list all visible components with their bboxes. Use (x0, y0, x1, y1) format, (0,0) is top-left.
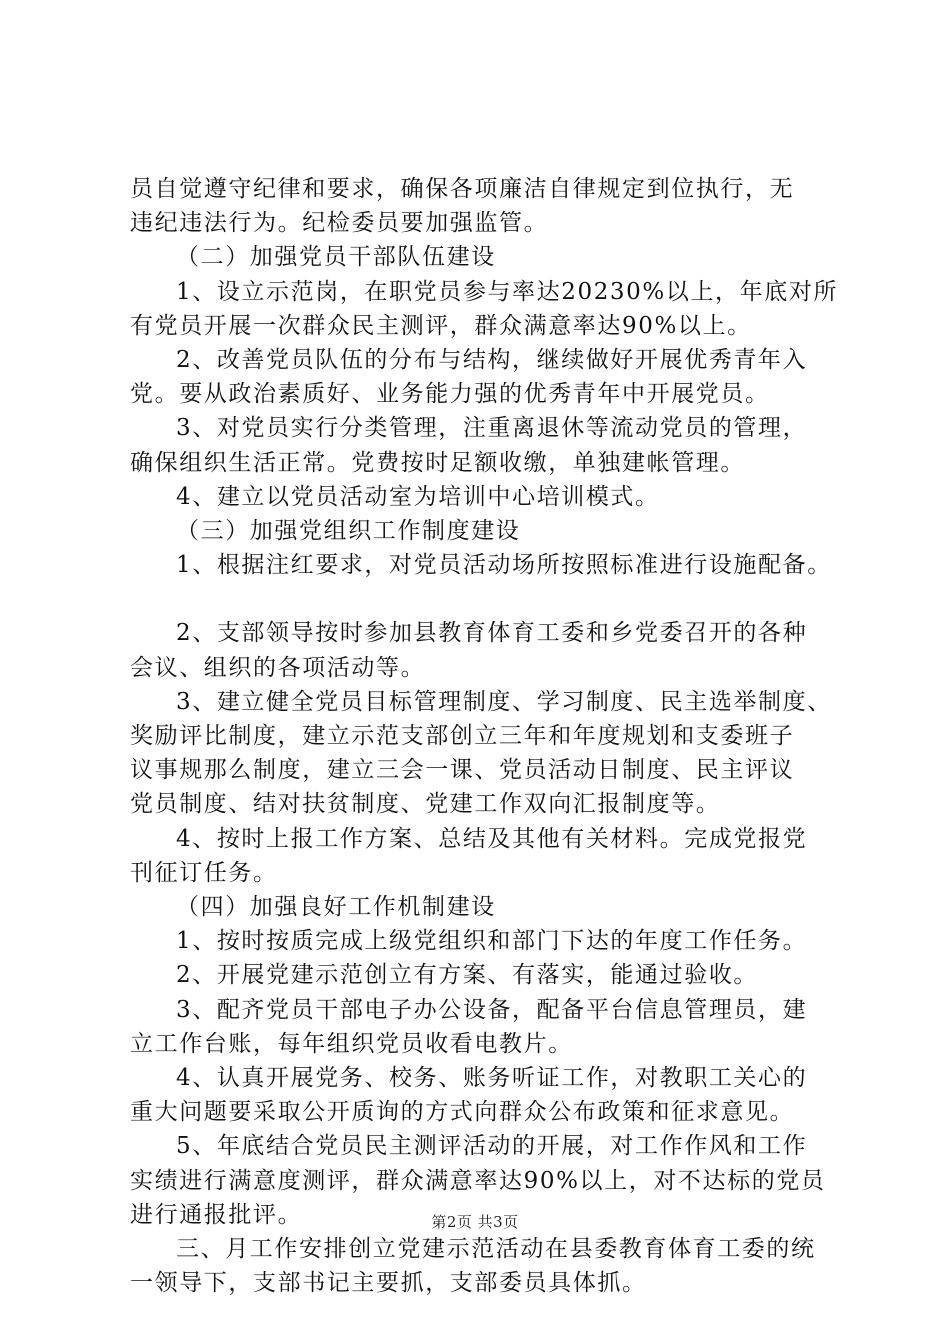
paragraph-line: 4、认真开展党务、校务、账务听证工作，对教职工关心的 (176, 1065, 808, 1092)
section-heading-3: （三）加强党组织工作制度建设 (176, 518, 521, 545)
page-number-footer: 第2页 共3页 (431, 1213, 519, 1231)
paragraph-line: 奖励评比制度，建立示范支部创立三年和年度规划和支委班子 (130, 723, 795, 750)
paragraph-line: 会议、组织的各项活动等。 (130, 654, 426, 681)
paragraph-line: 进行通报批评。 (130, 1201, 303, 1228)
paragraph-line: 违纪违法行为。纪检委员要加强监管。 (130, 210, 549, 237)
paragraph-line: 立工作台账，每年组织党员收看电教片。 (130, 1030, 573, 1057)
paragraph-line: 1、根据注红要求，对党员活动场所按照标准进行设施配备。 (176, 552, 832, 579)
paragraph-line: 确保组织生活正常。党费按时足额收缴，单独建帐管理。 (130, 449, 745, 476)
paragraph-line: 党员制度、结对扶贫制度、党建工作双向汇报制度等。 (130, 791, 721, 818)
paragraph-line: 2、开展党建示范创立有方案、有落实，能通过验收。 (176, 962, 759, 989)
paragraph-line: 议事规那么制度，建立三会一课、党员活动日制度、民主评议 (130, 757, 795, 784)
paragraph-line: 4、按时上报工作方案、总结及其他有关材料。完成党报党 (176, 825, 808, 852)
paragraph-line: 党。要从政治素质好、业务能力强的优秀青年中开展党员。 (130, 381, 770, 408)
paragraph-line: 重大问题要采取公开质询的方式向群众公布政策和征求意见。 (130, 1099, 795, 1126)
paragraph-line: 2、改善党员队伍的分布与结构，继续做好开展优秀青年入 (176, 347, 808, 374)
paragraph-line: 有党员开展一次群众民主测评，群众满意率达90%以上。 (130, 312, 752, 339)
paragraph-line: 4、建立以党员活动室为培训中心培训模式。 (176, 483, 660, 510)
paragraph-line: 5、年底结合党员民主测评活动的开展，对工作作风和工作 (176, 1133, 808, 1160)
paragraph-line: 3、对党员实行分类管理，注重离退休等流动党员的管理， (176, 415, 808, 442)
paragraph-line: 2、支部领导按时参加县教育体育工委和乡党委召开的各种 (176, 620, 808, 647)
paragraph-line: 三、月工作安排创立党建示范活动在县委教育体育工委的统 (176, 1236, 816, 1263)
blank-line (130, 582, 855, 616)
paragraph-line: 3、配齐党员干部电子办公设备，配备平台信息管理员，建 (176, 996, 808, 1023)
paragraph-line: 1、设立示范岗，在职党员参与率达20230%以上，年底对所 (176, 278, 839, 305)
paragraph-line: 员自觉遵守纪律和要求，确保各项廉洁自律规定到位执行，无 (130, 176, 795, 202)
document-body (130, 172, 855, 1301)
paragraph-line: 1、按时按质完成上级党组织和部门下达的年度工作任务。 (176, 928, 808, 955)
paragraph-line: 刊征订任务。 (130, 859, 278, 886)
paragraph-line: 实绩进行满意度测评，群众满意率达90%以上，对不达标的党员 (130, 1167, 826, 1194)
section-heading-4: （四）加强良好工作机制建设 (176, 894, 496, 921)
paragraph-line: 一领导下，支部书记主要抓，支部委员具体抓。 (130, 1270, 647, 1297)
paragraph-line: 3、建立健全党员目标管理制度、学习制度、民主选举制度、 (176, 688, 832, 715)
section-heading-2: （二）加强党员干部队伍建设 (176, 244, 496, 271)
